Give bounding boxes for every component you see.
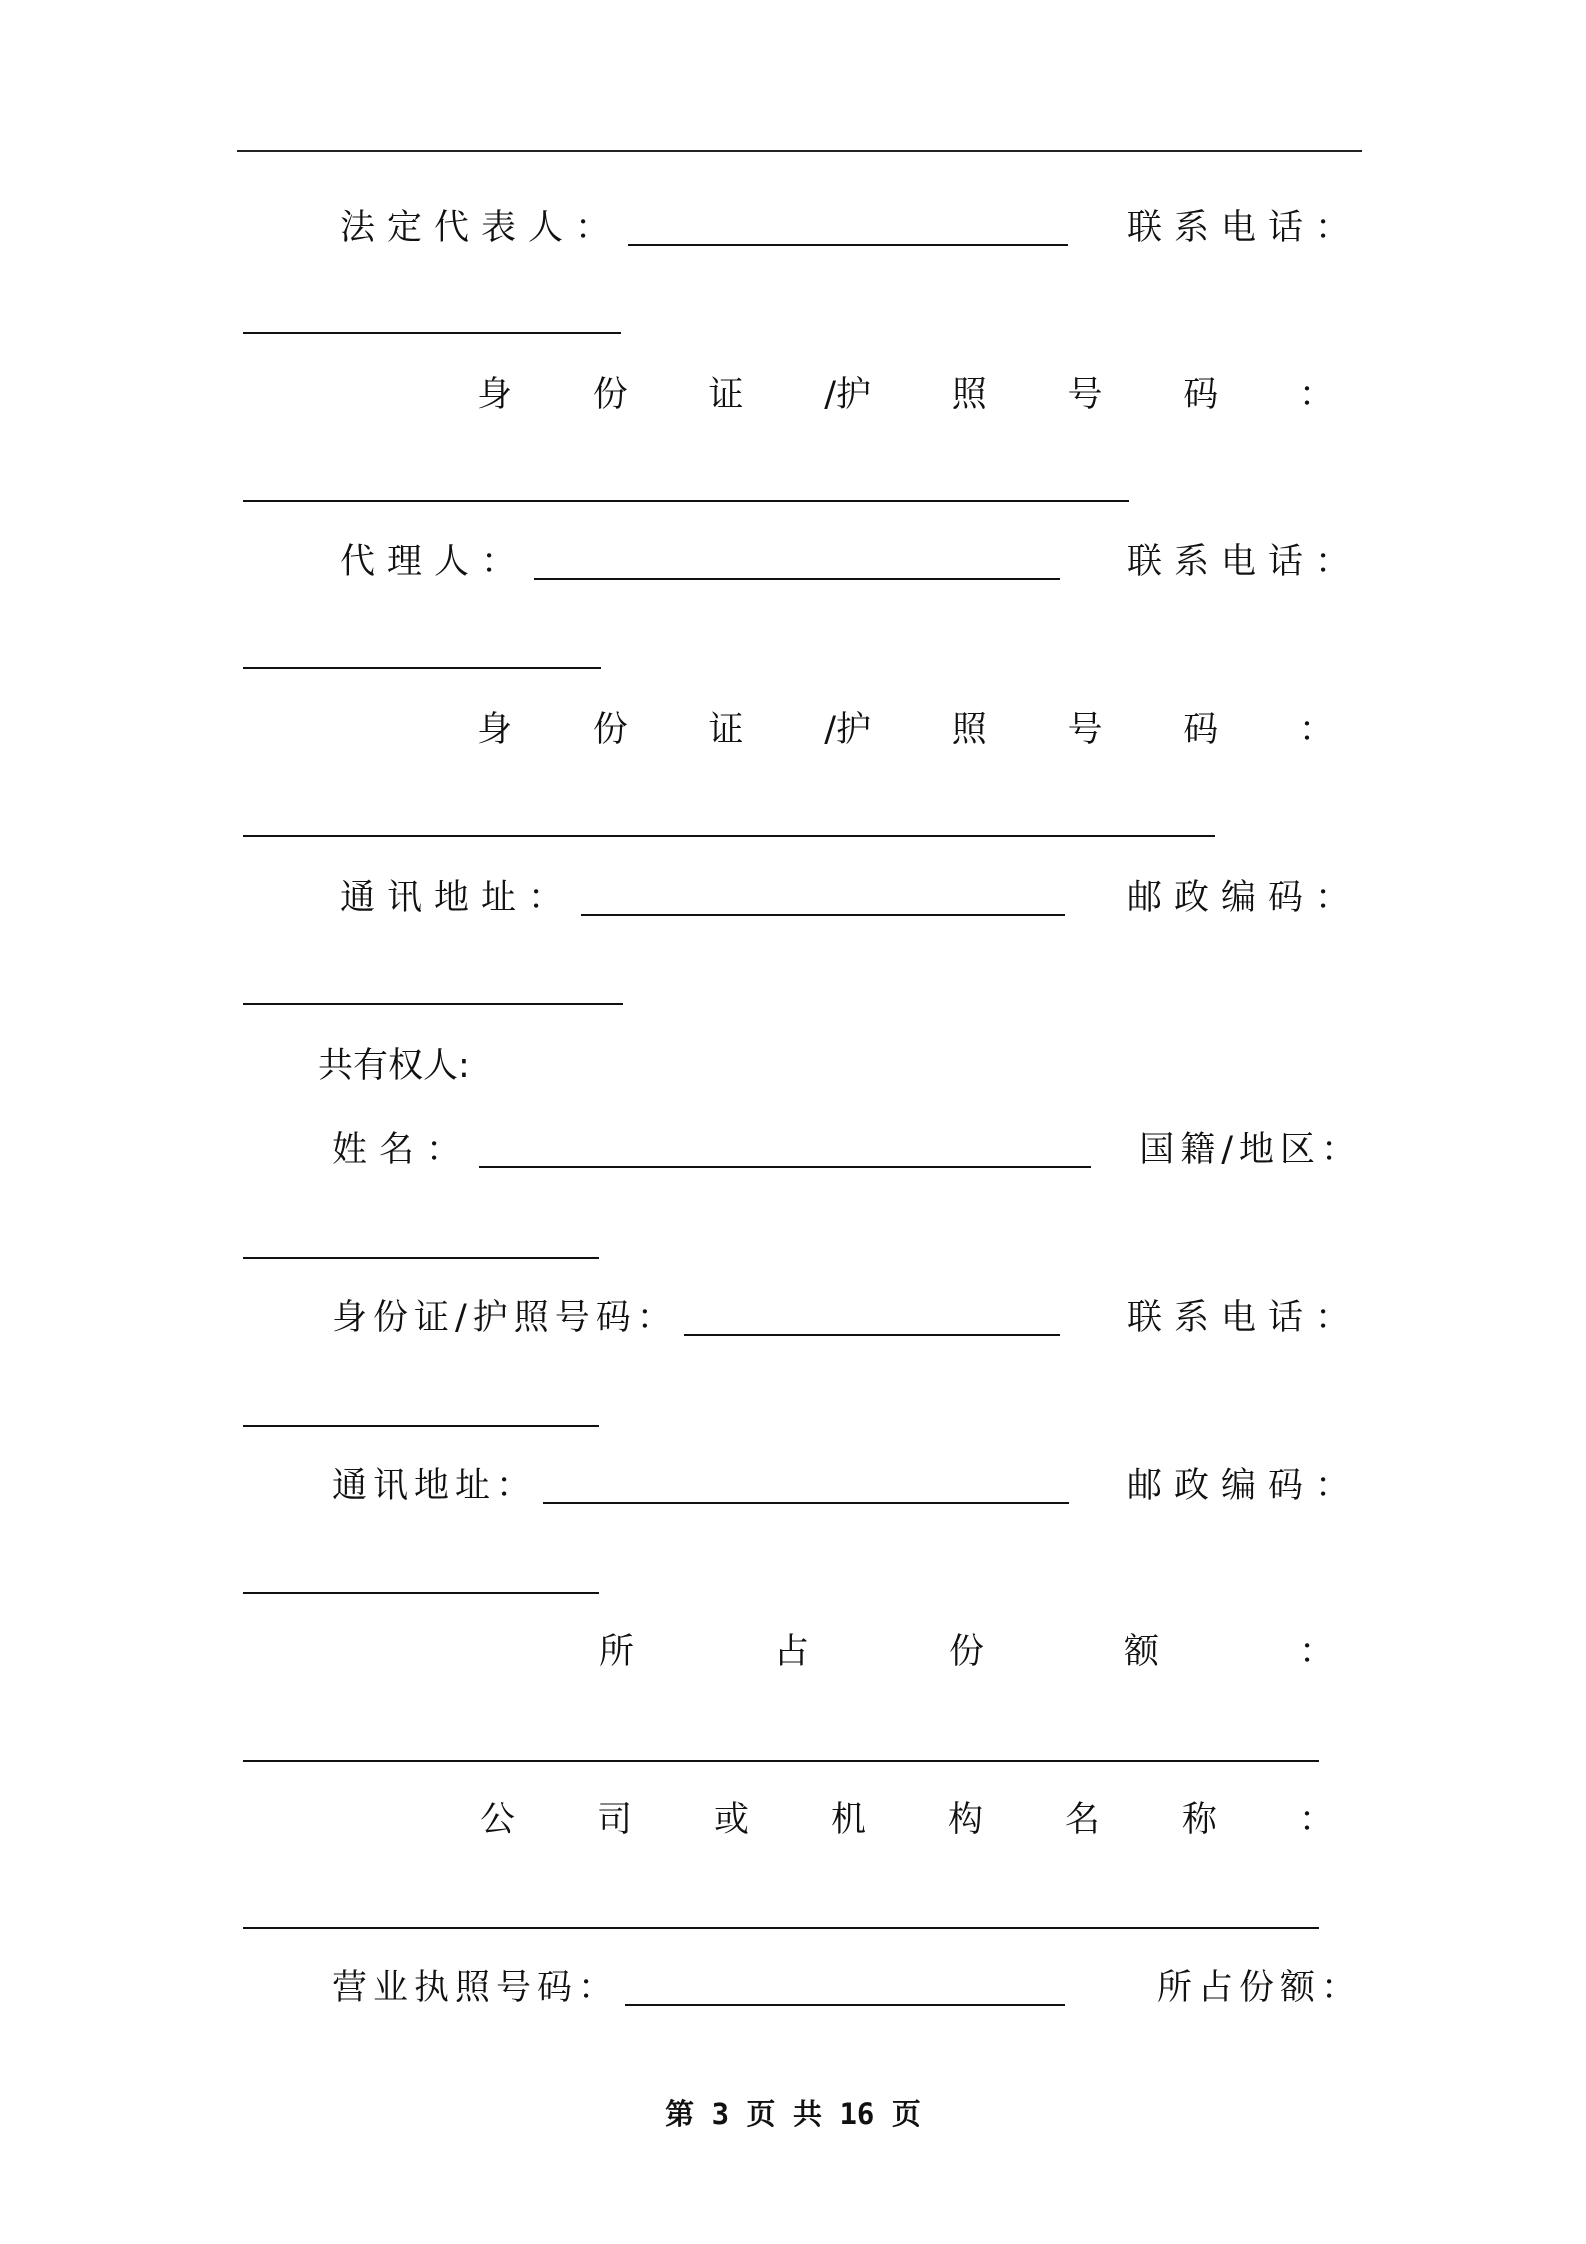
co-owner-address-row: [237, 1456, 1362, 1516]
company-row: [237, 1790, 1362, 1850]
id-char: 照: [951, 710, 987, 750]
id-char: 身: [477, 710, 513, 750]
company-char: 公: [480, 1800, 516, 1840]
company-char: 机: [830, 1800, 866, 1840]
id-char: 码: [1183, 710, 1219, 750]
contact-phone-blank[interactable]: [243, 332, 621, 334]
nationality-blank[interactable]: [243, 1257, 599, 1259]
share-char: 所: [599, 1632, 635, 1672]
id-char: 号: [1067, 710, 1103, 750]
business-license-label: 营业执照号码：: [332, 1968, 620, 2008]
agent-phone-blank[interactable]: [243, 667, 601, 669]
company-char: 名: [1064, 1800, 1100, 1840]
page-footer: 第 3 页 共 16 页: [665, 2097, 921, 2131]
nationality-label: 国籍/地区：: [1139, 1130, 1362, 1170]
contact-phone-label: 联系电话：: [1126, 542, 1362, 582]
address-blank[interactable]: [581, 892, 1065, 916]
company-char: 称: [1181, 1800, 1217, 1840]
id-char: 码: [1183, 375, 1219, 415]
legal-representative-row: [237, 198, 1362, 258]
id-char: ：: [1298, 375, 1334, 415]
share-inline-label: 所占份额：: [1156, 1968, 1362, 2008]
postal-code-label: 邮政编码：: [1126, 878, 1362, 918]
share-char: 份: [948, 1632, 984, 1672]
agent-row: [237, 532, 1362, 592]
name-row: [237, 1120, 1362, 1180]
co-owner-address-label: 通讯地址：: [332, 1466, 538, 1506]
share-char: 额: [1123, 1632, 1159, 1672]
postal-code-blank[interactable]: [243, 1003, 623, 1005]
id-char: 证: [708, 375, 744, 415]
company-char: 或: [713, 1800, 749, 1840]
id-char: 份: [592, 710, 628, 750]
id-passport-row: [237, 365, 1362, 425]
name-label: 姓名：: [332, 1130, 474, 1170]
id-char: /护: [824, 375, 871, 415]
company-blank[interactable]: [243, 1927, 1319, 1929]
agent-blank[interactable]: [534, 556, 1060, 580]
co-owner-heading: [237, 1036, 1362, 1096]
legal-representative-blank[interactable]: [628, 222, 1068, 246]
id-char: 身: [477, 375, 513, 415]
share-char: 占: [773, 1632, 809, 1672]
address-row: [237, 868, 1362, 928]
id-char: 号: [1067, 375, 1103, 415]
id-char: 份: [592, 375, 628, 415]
co-owner-id-blank[interactable]: [684, 1312, 1060, 1336]
business-license-blank[interactable]: [625, 1982, 1065, 2006]
id-char: 照: [951, 375, 987, 415]
postal-code-label: 邮政编码：: [1126, 1466, 1362, 1506]
id-char: /护: [824, 710, 871, 750]
business-license-row: [237, 1958, 1362, 2018]
agent-label: 代理人：: [340, 542, 529, 582]
share-blank[interactable]: [243, 1760, 1319, 1762]
co-owner-id-label: 身份证/护照号码：: [332, 1298, 678, 1338]
share-row: [237, 1622, 1362, 1682]
contact-phone-label: 联系电话：: [1126, 208, 1362, 248]
id-char: 证: [708, 710, 744, 750]
co-owner-postal-blank[interactable]: [243, 1592, 599, 1594]
contact-phone-label: 联系电话：: [1126, 1298, 1362, 1338]
share-char: ：: [1298, 1632, 1334, 1672]
name-blank[interactable]: [479, 1144, 1091, 1168]
header-rule: [237, 150, 1362, 152]
id-char: ：: [1298, 710, 1334, 750]
id-passport-blank[interactable]: [243, 500, 1129, 502]
agent-id-passport-row: [237, 700, 1362, 760]
company-char: 构: [947, 1800, 983, 1840]
company-char: 司: [596, 1800, 632, 1840]
agent-id-passport-blank[interactable]: [243, 835, 1215, 837]
legal-representative-label: 法定代表人：: [340, 208, 623, 248]
company-char: ：: [1298, 1800, 1334, 1840]
co-owner-address-blank[interactable]: [543, 1480, 1069, 1504]
co-owner-id-row: [237, 1288, 1362, 1348]
co-owner-phone-blank[interactable]: [243, 1425, 599, 1427]
co-owner-label: 共有权人:: [318, 1046, 470, 1086]
address-label: 通讯地址：: [340, 878, 576, 918]
